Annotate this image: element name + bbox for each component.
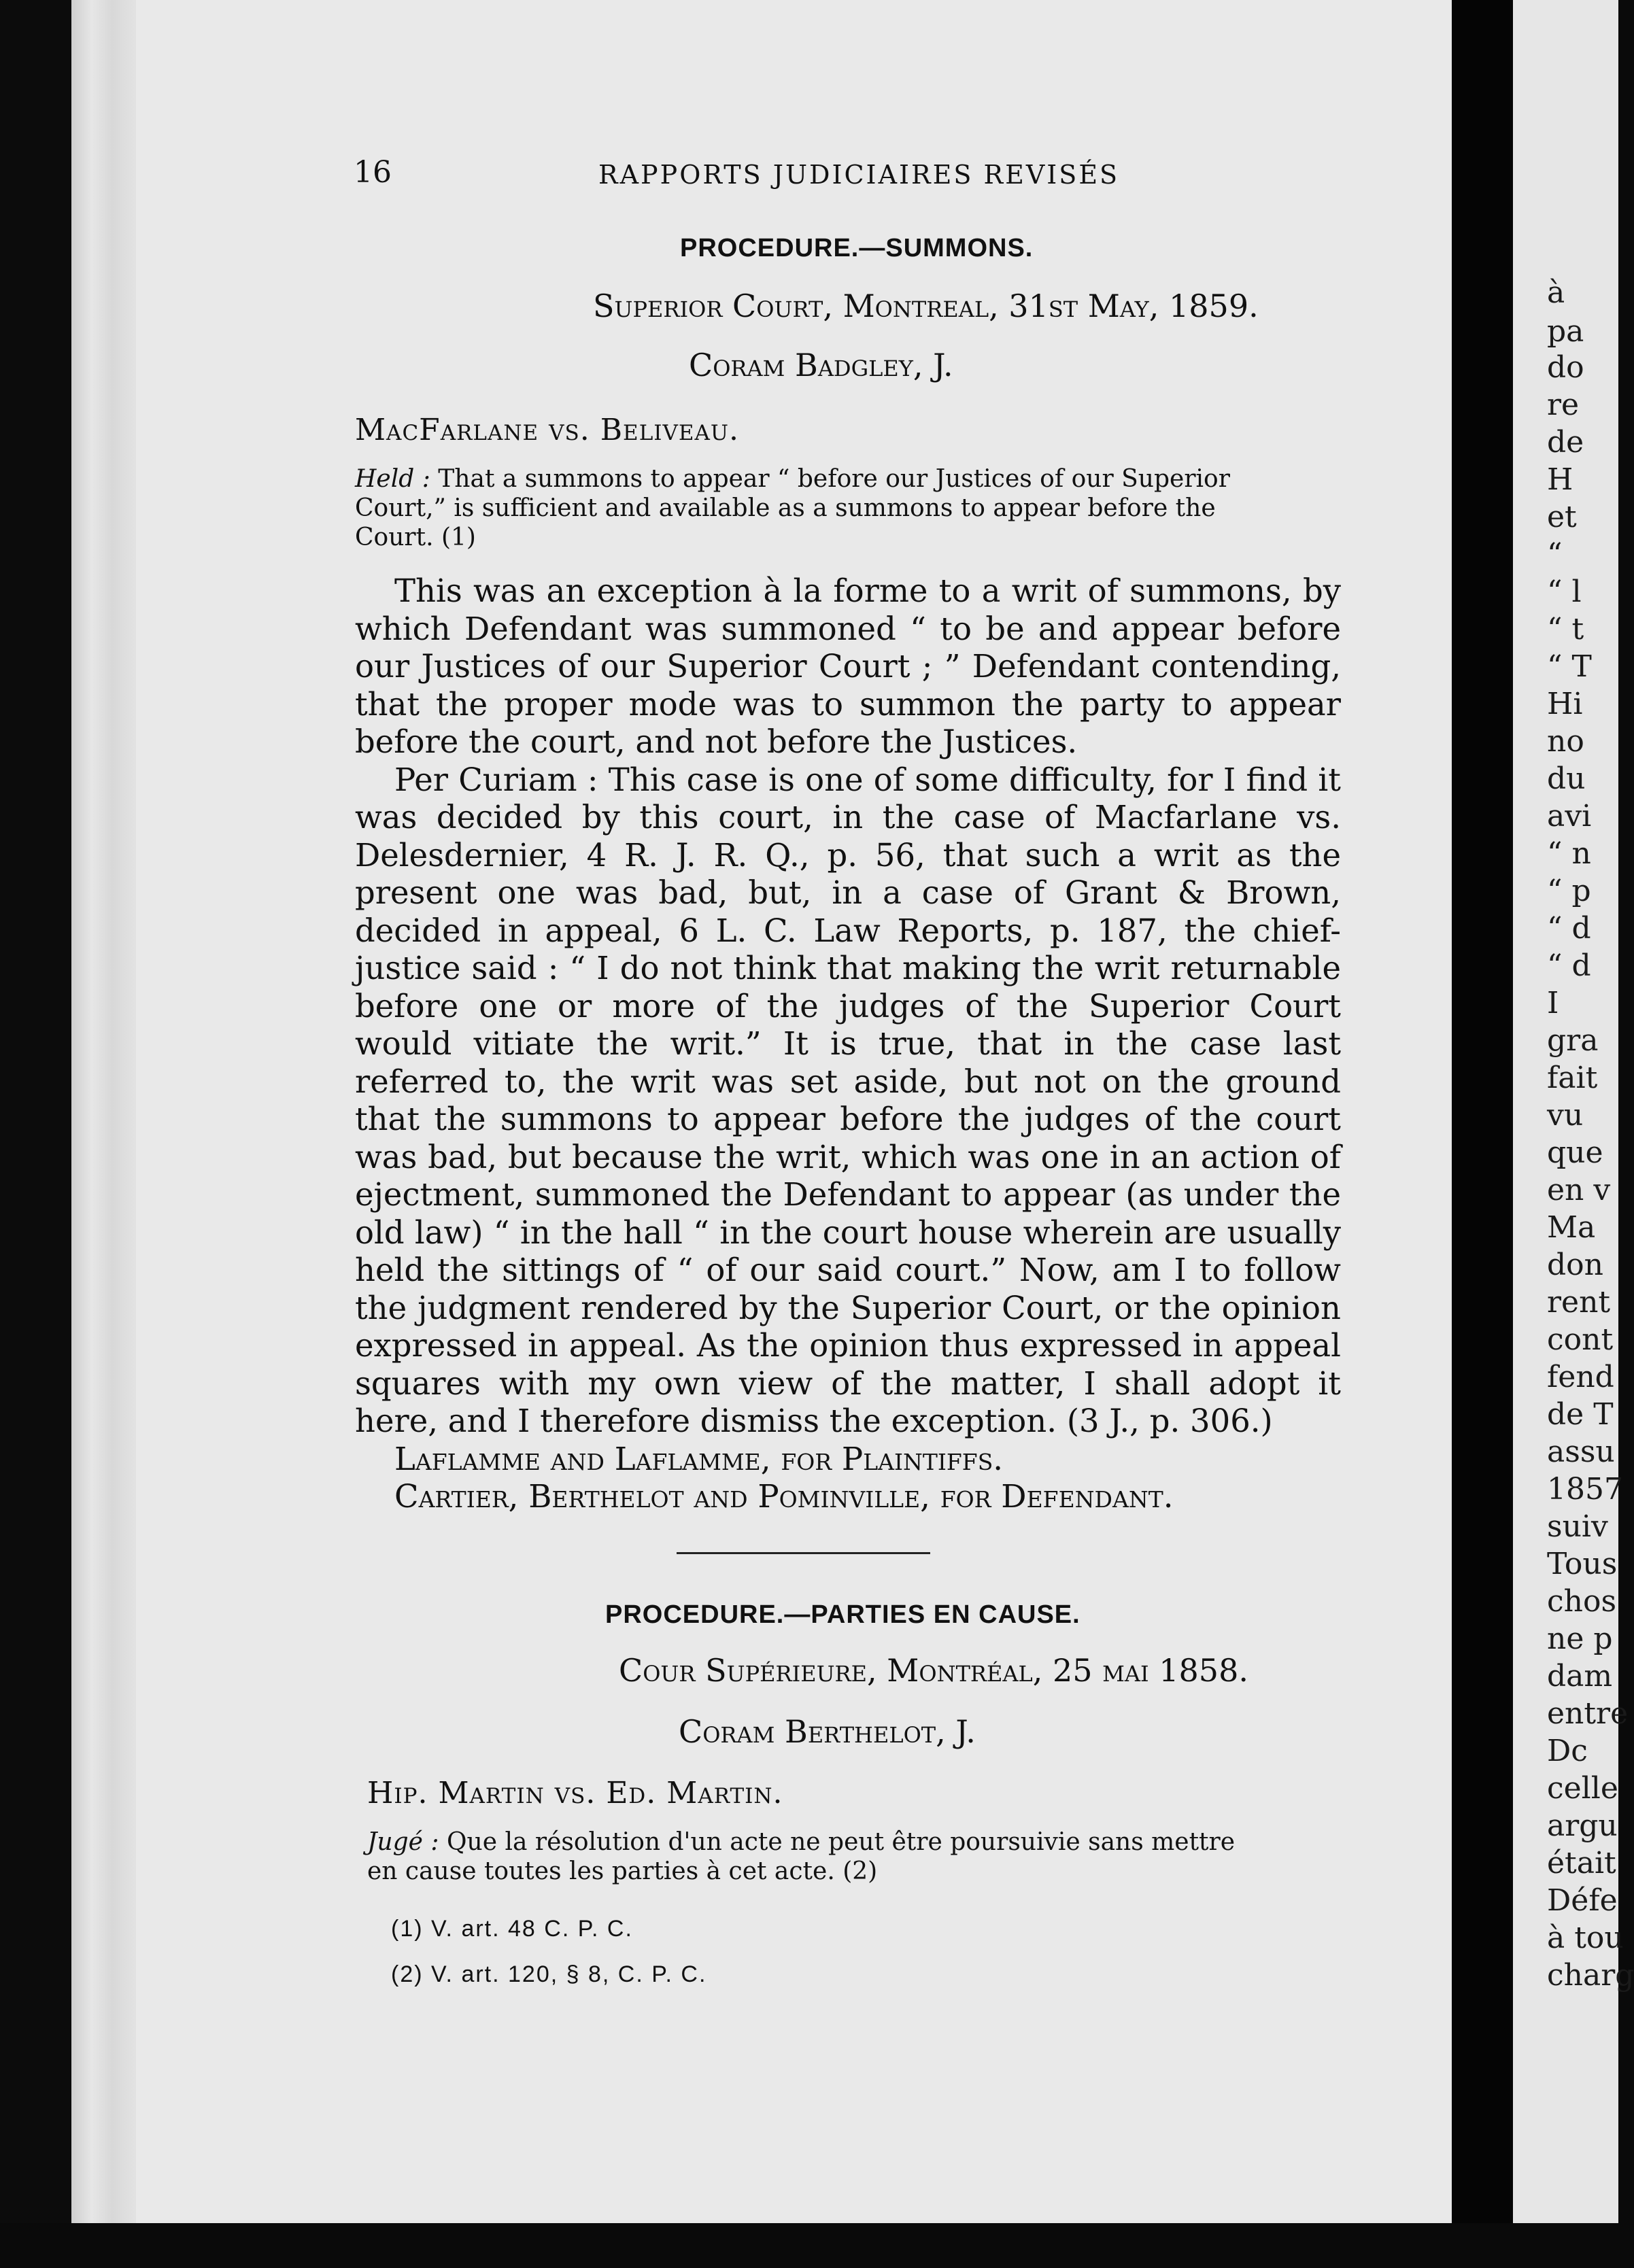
held-text-1: That a summons to appear “ before our Justices of our Superior xyxy=(438,465,1230,493)
case1-paragraph-2: Per Curiam : This case is one of some difficulty, for I find it was decided by this court, in the case of Macfarlane vs. Delesdernier, 4 R. J. R. Q., p. 56, that such a writ as the present one was bad, but, in a case of Grant & Brown, decided in appeal, 6 L. C. Law Reports, p. 187, the chief-justice said : “ I do not think that making the writ returnable before one or more of the judges of the Superior Court would vitiate the writ.” It is true, that in the case last referred to, the writ was set aside, but not on the ground that the summons to appear before the judges of the court was bad, but because the writ, which was one in an action of ejectment, summoned the Defendant to appear (as under the old law) “ in the hall “ in the court house wherein are usually held the sittings of “ of our said court.” Now, am I to follow the judgment rendered by the Superior Court, or the opinion expressed in appeal. As the opinion thus expressed in appeal squares with my own view of the matter, I shall adopt it here, and I therefore dismiss the exception. (3 J., p. 306.) xyxy=(355,761,1341,1439)
next-page-line: était xyxy=(1547,1846,1616,1880)
next-page-line: ne p xyxy=(1547,1621,1613,1656)
section-divider xyxy=(677,1552,930,1554)
next-page-line: no xyxy=(1547,724,1584,759)
next-page-line: de T xyxy=(1547,1397,1614,1432)
case1-counsel-plaintiffs: Laflamme and Laflamme, for Plaintiffs. xyxy=(394,1440,1004,1477)
next-page-line: Ma xyxy=(1547,1210,1596,1245)
next-page-line: pa xyxy=(1547,314,1584,349)
next-page-line: “ d xyxy=(1547,911,1591,946)
next-page-line: Tous xyxy=(1547,1547,1618,1581)
juge-line-2: en cause toutes les parties à cet acte. (2) xyxy=(367,1857,878,1885)
next-page-line: du xyxy=(1547,761,1586,796)
next-page-line: fait xyxy=(1547,1061,1598,1095)
next-page-line: que xyxy=(1547,1135,1603,1170)
next-page-line: “ l xyxy=(1547,574,1582,609)
next-page-fragment xyxy=(1513,0,1634,2268)
next-page-line: I xyxy=(1547,986,1559,1020)
next-page-line: 1857 xyxy=(1547,1472,1623,1507)
next-page-line: chos xyxy=(1547,1584,1617,1619)
case1-court: Superior Court, Montreal, 31st May, 1859. xyxy=(593,288,1259,324)
running-title: RAPPORTS JUDICIAIRES REVISÉS xyxy=(598,160,1120,190)
next-page-line: à tou xyxy=(1547,1921,1624,1955)
next-page-line: de xyxy=(1547,425,1584,460)
next-page-line: suiv xyxy=(1547,1509,1608,1544)
next-page-line: Défe xyxy=(1547,1883,1618,1918)
next-page-line: argu xyxy=(1547,1808,1618,1843)
next-page-line: entre xyxy=(1547,1696,1629,1731)
next-page-line: gra xyxy=(1547,1023,1599,1058)
next-page-line: dam xyxy=(1547,1659,1613,1694)
case2-title: PROCEDURE.—PARTIES EN CAUSE. xyxy=(605,1600,1080,1629)
scan-bottom-margin xyxy=(0,2223,1618,2268)
page-number: 16 xyxy=(354,155,392,190)
juge-line-1 xyxy=(367,1827,1346,1857)
next-page-line: Dc xyxy=(1547,1734,1588,1768)
case2-parties: Hip. Martin vs. Ed. Martin. xyxy=(367,1776,783,1810)
next-page-line: “ n xyxy=(1547,836,1591,871)
next-page-line: do xyxy=(1547,350,1584,385)
case1-body xyxy=(355,572,1341,1516)
case1-coram: Coram Badgley, J. xyxy=(689,347,953,383)
case1-counsel-defendant: Cartier, Berthelot and Pominville, for Defendant. xyxy=(394,1478,1174,1515)
next-page-line: “ t xyxy=(1547,612,1584,647)
next-page-line: “ d xyxy=(1547,948,1591,983)
juge-label: Jugé : xyxy=(367,1828,439,1856)
next-page-line: “ p xyxy=(1547,874,1591,908)
case1-paragraph-1: This was an exception à la forme to a writ of summons, by which Defendant was summoned “ to be and appear before our Justices of our Superior Court ; ” Defendant contending, that the proper mode was to summon the party to appear before the court, and not before the Justices. xyxy=(355,572,1341,760)
case2-court: Cour Supérieure, Montréal, 25 mai 1858. xyxy=(619,1652,1248,1689)
case2-coram: Coram Berthelot, J. xyxy=(679,1713,976,1750)
next-page-line: charg xyxy=(1547,1958,1634,1993)
held-line-3: Court. (1) xyxy=(355,523,476,551)
case2-juge xyxy=(367,1827,1346,1886)
book-page-edges xyxy=(71,0,139,2268)
juge-text-1: Que la résolution d'un acte ne peut être poursuivie sans mettre xyxy=(447,1828,1236,1856)
next-page-line: H xyxy=(1547,462,1573,497)
next-page-line: avi xyxy=(1547,799,1592,834)
next-page-line: “ xyxy=(1547,537,1563,572)
next-page-line: vu xyxy=(1547,1098,1584,1133)
case1-title: PROCEDURE.—SUMMONS. xyxy=(680,234,1034,262)
held-label: Held : xyxy=(355,465,430,493)
footnote-1: (1) V. art. 48 C. P. C. xyxy=(391,1916,633,1942)
next-page-line: Hi xyxy=(1547,687,1583,721)
next-page-line: rent xyxy=(1547,1285,1611,1320)
next-page-line: don xyxy=(1547,1248,1603,1282)
held-line-2: Court,” is sufficient and available as a summons to appear before the xyxy=(355,494,1216,522)
next-page-line: cont xyxy=(1547,1322,1614,1357)
case1-parties: MacFarlane vs. Beliveau. xyxy=(355,413,740,447)
next-page-line: en v xyxy=(1547,1173,1611,1207)
case1-held xyxy=(355,464,1338,552)
scan-left-margin xyxy=(0,0,71,2268)
next-page-line: assu xyxy=(1547,1434,1615,1469)
next-page-line: “ T xyxy=(1547,649,1592,684)
book-gutter xyxy=(1452,0,1513,2268)
next-page-line: celle xyxy=(1547,1771,1618,1806)
held-line-1 xyxy=(355,464,1338,494)
next-page-line: fend xyxy=(1547,1360,1614,1394)
next-page-line: re xyxy=(1547,388,1580,422)
next-page-line: et xyxy=(1547,500,1577,534)
next-page-line: à xyxy=(1547,275,1565,310)
footnote-2: (2) V. art. 120, § 8, C. P. C. xyxy=(391,1961,707,1987)
